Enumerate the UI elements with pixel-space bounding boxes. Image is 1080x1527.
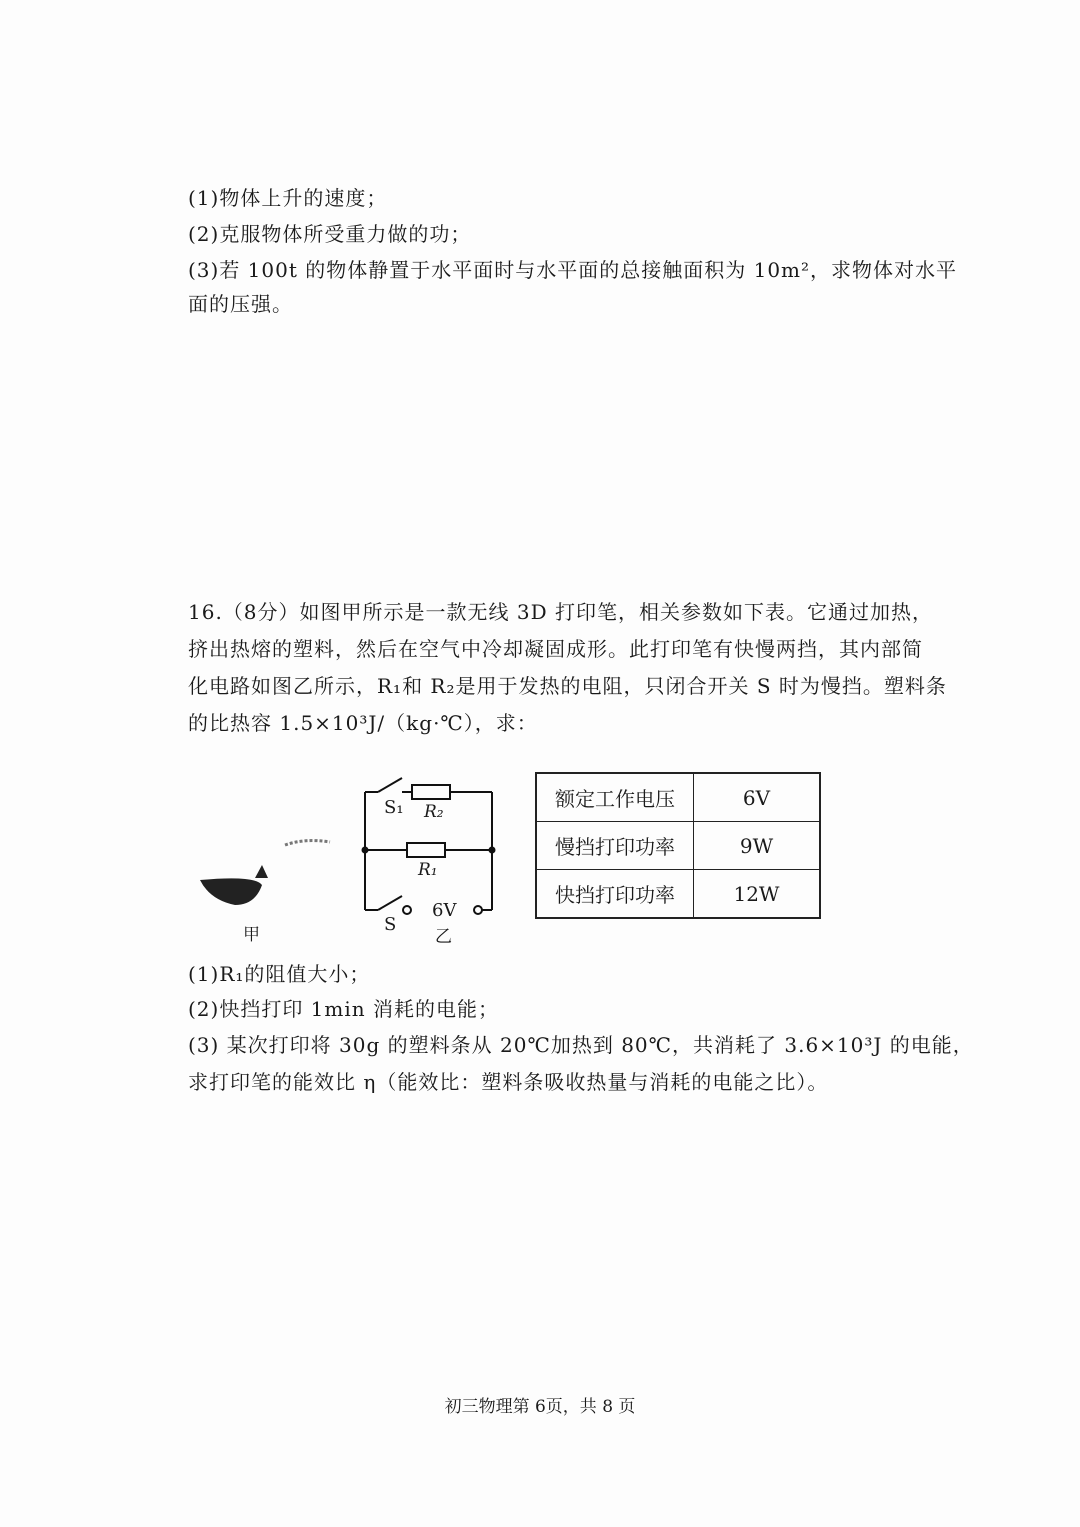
q16-stem bbox=[188, 594, 947, 742]
q16-stem-line1: 16.（8分）如图甲所示是一款无线 3D 打印笔，相关参数如下表。它通过加热， bbox=[188, 600, 934, 624]
param-value: 9W bbox=[694, 822, 821, 870]
q16-part-2: (2)快挡打印 1min 消耗的电能； bbox=[188, 997, 500, 1021]
q16-part-3-line1: (3) 某次打印将 30g 的塑料条从 20℃加热到 80℃，共消耗了 3.6×10³J 的电能， bbox=[188, 1033, 974, 1057]
q15-part-1: (1)物体上升的速度； bbox=[188, 186, 388, 210]
q16-stem-line2: 挤出热熔的塑料，然后在空气中冷却凝固成形。此打印笔有快慢两挡，其内部简 bbox=[188, 637, 923, 661]
label-6v: 6V bbox=[432, 900, 457, 921]
q16-part-3-line2: 求打印笔的能效比 η（能效比：塑料条吸收热量与消耗的电能之比）。 bbox=[188, 1070, 829, 1094]
label-r2: R₂ bbox=[424, 802, 444, 822]
q16-stem-line4: 的比热容 1.5×10³J/（kg·℃），求： bbox=[188, 711, 538, 735]
param-value: 12W bbox=[694, 870, 821, 919]
param-key: 慢挡打印功率 bbox=[536, 822, 694, 870]
label-r1: R₁ bbox=[418, 860, 438, 880]
param-key: 额定工作电压 bbox=[536, 773, 694, 822]
param-key: 快挡打印功率 bbox=[536, 870, 694, 919]
3d-pen-image bbox=[200, 841, 330, 905]
label-jia: 甲 bbox=[243, 925, 260, 945]
table-row bbox=[536, 822, 820, 870]
label-yi: 乙 bbox=[435, 927, 452, 947]
table-row bbox=[536, 870, 820, 919]
q16-stem-line3: 化电路如图乙所示，R₁和 R₂是用于发热的电阻，只闭合开关 S 时为慢挡。塑料条 bbox=[188, 674, 947, 698]
q15-part-3-line2: 面的压强。 bbox=[188, 292, 293, 316]
label-s1: S₁ bbox=[384, 797, 404, 818]
params-table bbox=[535, 772, 821, 919]
q15-part-2: (2)克服物体所受重力做的功； bbox=[188, 222, 472, 246]
table-row bbox=[536, 773, 820, 822]
param-value: 6V bbox=[694, 773, 821, 822]
label-s: S bbox=[384, 914, 397, 935]
page-footer: 初三物理第 6页，共 8 页 bbox=[444, 1397, 636, 1417]
q15-part-3-line1: (3)若 100t 的物体静置于水平面时与水平面的总接触面积为 10m²，求物体对水平 bbox=[188, 258, 958, 282]
q16-part-1: (1)R₁的阻值大小； bbox=[188, 962, 371, 986]
